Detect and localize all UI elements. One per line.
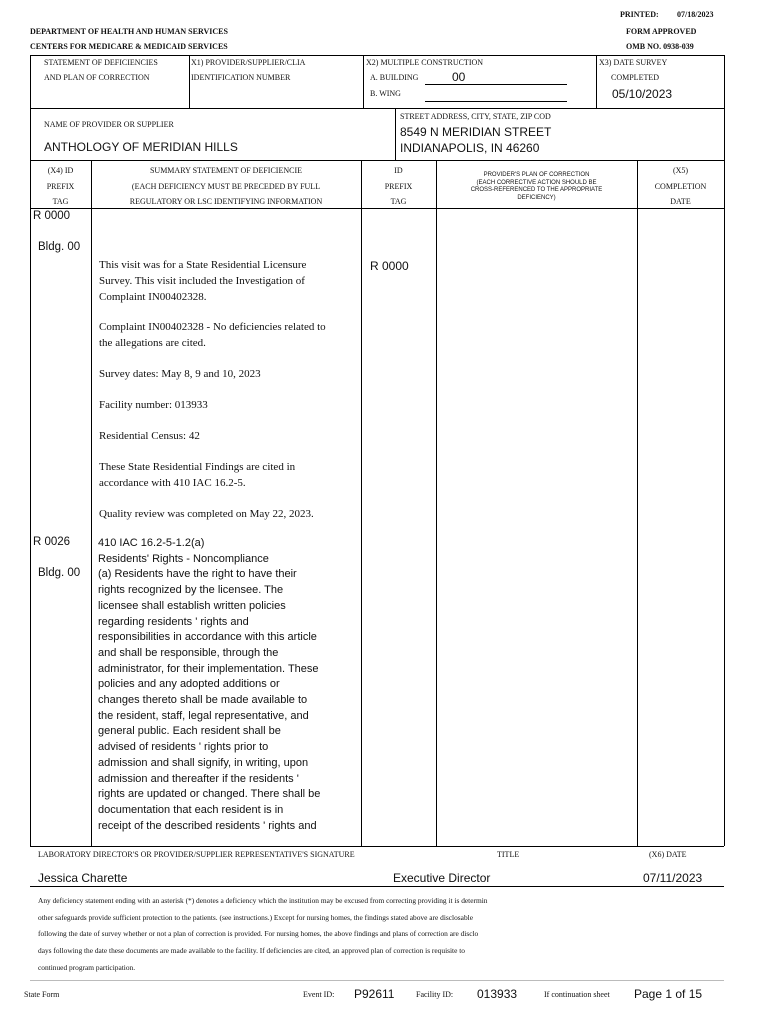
wing-label: B. WING xyxy=(370,89,401,98)
x2-label: X2) MULTIPLE CONSTRUCTION xyxy=(366,58,484,67)
tag-r0026: R 0026 xyxy=(33,536,71,548)
x1-label-2: IDENTIFICATION NUMBER xyxy=(191,73,291,82)
printed-date: 07/18/2023 xyxy=(677,10,714,19)
col-x5-2: COMPLETION xyxy=(654,182,707,191)
col-plan-header xyxy=(436,172,637,202)
col-x5-3: DATE xyxy=(670,197,691,206)
address-label: STREET ADDRESS, CITY, STATE, ZIP COD xyxy=(400,112,551,121)
building-label: A. BUILDING xyxy=(370,73,419,82)
col-summary-2: (EACH DEFICIENCY MUST BE PRECEDED BY FULL xyxy=(131,182,321,191)
col-id-2: PREFIX xyxy=(384,182,413,191)
bldg-label-2: Bldg. 00 xyxy=(38,567,81,579)
page-number: Page 1 of 15 xyxy=(634,987,703,1001)
signer-title: Executive Director xyxy=(393,871,491,885)
continuation-label: If continuation sheet xyxy=(544,990,610,999)
centers-title: CENTERS FOR MEDICARE & MEDICAID SERVICES xyxy=(30,42,228,51)
signature-label: LABORATORY DIRECTOR'S OR PROVIDER/SUPPLIER REPRESENTATIVE'S SIGNATURE xyxy=(38,850,355,859)
provider-name: ANTHOLOGY OF MERIDIAN HILLS xyxy=(44,140,238,154)
printed-label: PRINTED: xyxy=(620,10,659,19)
state-form-label: State Form xyxy=(24,990,60,999)
col-x5-1: (X5) xyxy=(672,166,689,175)
paragraph-complaint: Complaint IN00402328 - No deficiencies related to the allegations are cited. xyxy=(99,321,326,349)
col-plan-1: PROVIDER'S PLAN OF CORRECTION xyxy=(483,172,590,178)
survey-completed-date: 05/10/2023 xyxy=(612,87,673,101)
col-x4-3: TAG xyxy=(52,197,69,206)
event-id-value: P92611 xyxy=(354,987,395,1001)
statement-label-2: AND PLAN OF CORRECTION xyxy=(44,73,150,82)
disclaimer-text: Any deficiency statement ending with an asterisk (*) denotes a deficiency which the institution may be excused from correcting providing it is determin other safeguards provide sufficient protection to the patients. (see instructions.) Except for nursing homes, the findings stated above are disclosable following the date of survey whether or not a plan of correction is provided. For nursing homes, the above findings and plans of correction are disclo days following the date these documents are made available to the facility. If deficiencies are cited, an approved plan of correction is requisite to continued program participation. xyxy=(38,896,488,972)
omb-number: OMB NO. 0938-039 xyxy=(626,42,694,51)
facility-id-label: Facility ID: xyxy=(416,990,454,999)
paragraph-findings: These State Residential Findings are cited in accordance with 410 IAC 16.2-5. xyxy=(99,461,296,489)
paragraph-survey-dates: Survey dates: May 8, 9 and 10, 2023 xyxy=(99,368,261,380)
regulation-text: 410 IAC 16.2-5-1.2(a) Residents' Rights - Noncompliance (a) Residents have the right to have their rights recognized by the licensee. The licensee shall establish written policies regarding residents ' rights and responsibilities in accordance with this article and shall be responsible, through the administrator, for their implementation. These policies and any adopted additions or changes thereto shall be made available to the resident, staff, legal representative, and general public. Each resident shall be advised of residents ' rights prior to admission and shall signify, in writing, upon admission and thereafter if the residents ' rights are updated or changed. There shall be documentation that each resident is in receipt of the described residents ' rights and xyxy=(98,537,321,832)
form-approved: FORM APPROVED xyxy=(626,27,697,36)
col-summary-3: REGULATORY OR LSC IDENTIFYING INFORMATION xyxy=(129,197,323,206)
tag-r0000: R 0000 xyxy=(33,210,71,222)
paragraph-facility-number: Facility number: 013933 xyxy=(99,399,208,411)
col-plan-4: DEFICIENCY) xyxy=(517,194,556,201)
title-label: TITLE xyxy=(497,850,520,859)
statement-label-1: STATEMENT OF DEFICIENCIES xyxy=(44,58,158,67)
signer-name: Jessica Charette xyxy=(38,871,128,885)
col-id-1: ID xyxy=(394,166,403,175)
facility-id-value: 013933 xyxy=(477,987,518,1001)
x3-label-1: X3) DATE SURVEY xyxy=(599,58,668,67)
signature-date: 07/11/2023 xyxy=(643,871,703,885)
department-title: DEPARTMENT OF HEALTH AND HUMAN SERVICES xyxy=(30,27,228,36)
tag-r0000-right: R 0000 xyxy=(370,259,409,273)
building-value: 00 xyxy=(452,70,466,84)
street-address: 8549 N MERIDIAN STREET xyxy=(400,125,552,139)
paragraph-visit: This visit was for a State Residential Licensure Survey. This visit included the Investigation of Complaint IN00402328. xyxy=(99,259,307,303)
col-x4-2: PREFIX xyxy=(46,182,75,191)
paragraph-quality-review: Quality review was completed on May 22, 2023. xyxy=(99,508,314,520)
col-x4-1: (X4) ID xyxy=(47,166,74,175)
city-state-zip: INDIANAPOLIS, IN 46260 xyxy=(400,141,540,155)
col-plan-3: CROSS-REFERENCED TO THE APPROPRIATE xyxy=(470,187,603,193)
x3-label-2: COMPLETED xyxy=(611,73,659,82)
paragraph-census: Residential Census: 42 xyxy=(99,430,200,442)
col-plan-2: (EACH CORRECTIVE ACTION SHOULD BE xyxy=(476,179,597,186)
x6-date-label: (X6) DATE xyxy=(649,850,687,859)
x1-label-1: X1) PROVIDER/SUPPLIER/CLIA xyxy=(191,58,306,67)
event-id-label: Event ID: xyxy=(303,990,335,999)
col-summary-1: SUMMARY STATEMENT OF DEFICIENCIE xyxy=(149,166,303,175)
bldg-label-1: Bldg. 00 xyxy=(38,241,81,253)
provider-name-label: NAME OF PROVIDER OR SUPPLIER xyxy=(44,120,174,129)
col-id-3: TAG xyxy=(390,197,407,206)
